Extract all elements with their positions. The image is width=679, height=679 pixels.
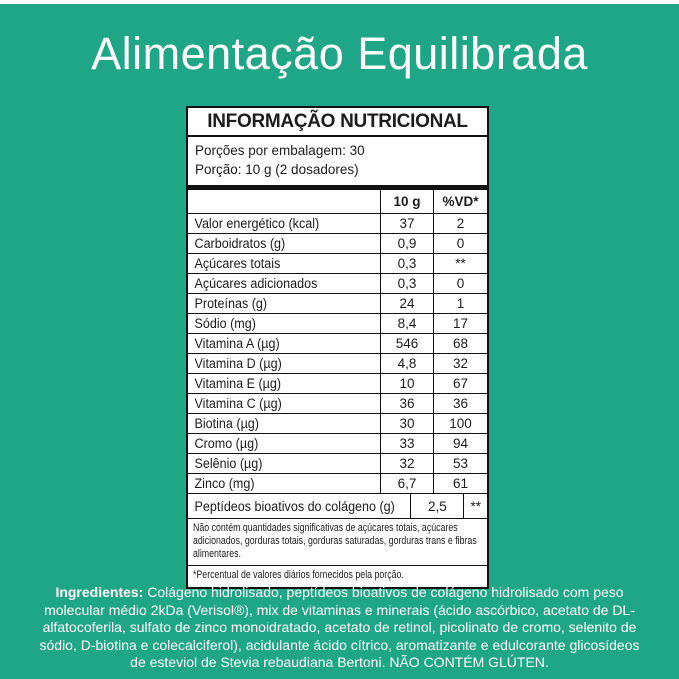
footnote-no-significant: Não contém quantidades significativas de açúcares totais, açúcares adicionados, gorduras totais, gorduras saturadas, gorduras trans e fibras alimentares. — [193, 522, 477, 561]
ingredients-label: Ingredientes: — [55, 584, 144, 600]
nutrition-table-title: INFORMAÇÃO NUTRICIONAL — [188, 108, 487, 137]
nutrient-row — [188, 394, 487, 414]
column-header-spacer — [188, 190, 367, 213]
nutrient-row — [188, 294, 487, 314]
top-white-strip — [0, 0, 679, 4]
nutrient-label: Peptídeos bioativos do colágeno (g) — [194, 498, 395, 514]
nutrient-row — [188, 434, 487, 454]
nutrient-amount: 2,5 — [410, 494, 464, 518]
nutrient-row — [188, 314, 487, 334]
nutrient-daily-value: 17 — [452, 316, 469, 332]
serving-size: Porção: 10 g (2 dosadores) — [195, 162, 359, 178]
nutrient-row — [188, 414, 487, 434]
nutrient-daily-value: 0 — [456, 236, 465, 252]
nutrient-row — [188, 494, 487, 519]
nutrient-rows — [188, 214, 487, 519]
nutrient-amount: 6,7 — [380, 474, 434, 493]
nutrient-row — [188, 234, 487, 254]
nutrient-label: Cromo (µg) — [194, 436, 259, 452]
footnote-daily-values: *Percentual de valores diários fornecidos pela porção. — [193, 569, 404, 582]
nutrient-amount: 10 — [380, 374, 434, 393]
nutrient-daily-value: 53 — [452, 456, 469, 472]
nutrient-amount: 0,9 — [380, 234, 434, 253]
nutrient-daily-value: 67 — [452, 376, 469, 392]
nutrient-label: Proteínas (g) — [194, 296, 268, 312]
nutrient-amount: 33 — [380, 434, 434, 453]
nutrient-amount: 8,4 — [380, 314, 434, 333]
nutrient-row — [188, 354, 487, 374]
nutrient-label: Carboidratos (g) — [194, 236, 286, 252]
nutrient-label: Biotina (µg) — [194, 416, 259, 432]
nutrient-amount: 36 — [380, 394, 434, 413]
nutrient-amount: 546 — [380, 334, 434, 353]
nutrient-label: Valor energético (kcal) — [194, 216, 320, 232]
nutrient-label: Sódio (mg) — [194, 316, 256, 332]
nutrient-daily-value: 1 — [456, 296, 465, 312]
ingredients-text: Colágeno hidrolisado, peptídeos bioativos de colágeno hidrolisado com peso molecular médio 2kDa (Verisol®), mix de vitaminas e minerais (ácido ascórbico, acetato de DL-alfatocoferila, sulfato de zinco monoidratado, acetato de retinol, picolinato de cromo, selenito de sódio, D-biotina e colecalciferol), acidulante ácido cítrico, aromatizante e edulcorante glicosídeos de esteviol de Stevia rebaudiana Bertoni. NÃO CONTÉM GLÚTEN. — [39, 584, 640, 670]
nutrient-row — [188, 334, 487, 354]
nutrient-amount: 37 — [380, 214, 434, 233]
nutrient-label: Açúcares adicionados — [194, 276, 318, 292]
nutrient-amount: 32 — [380, 454, 434, 473]
nutrient-daily-value: 94 — [452, 436, 469, 452]
nutrient-amount: 0,3 — [380, 254, 434, 273]
column-header-amount: 10 g — [380, 190, 434, 213]
nutrient-row — [188, 454, 487, 474]
nutrient-label: Açúcares totais — [194, 256, 281, 272]
ingredients-paragraph — [34, 584, 645, 672]
nutrient-daily-value: ** — [470, 498, 481, 514]
nutrient-amount: 24 — [380, 294, 434, 313]
nutrient-row — [188, 214, 487, 234]
nutrient-label: Zinco (mg) — [194, 476, 255, 492]
nutrient-daily-value: 36 — [452, 396, 469, 412]
nutrient-row — [188, 474, 487, 494]
nutrient-label: Vitamina D (µg) — [194, 356, 282, 372]
page-title: Alimentação Equilibrada — [91, 28, 588, 79]
nutrition-facts-panel — [186, 106, 489, 589]
nutrient-amount: 30 — [380, 414, 434, 433]
column-header-daily-value: %VD* — [442, 194, 479, 210]
servings-info — [188, 137, 487, 190]
nutrient-amount: 0,3 — [380, 274, 434, 293]
nutrient-daily-value: 61 — [452, 476, 469, 492]
nutrient-amount: 4,8 — [380, 354, 434, 373]
nutrient-daily-value: 68 — [452, 336, 469, 352]
nutrient-row — [188, 374, 487, 394]
nutrient-daily-value: 2 — [456, 216, 465, 232]
column-header-row — [188, 190, 487, 214]
servings-per-package: Porções por embalagem: 30 — [195, 143, 365, 158]
nutrient-daily-value: ** — [455, 256, 466, 272]
nutrient-label: Vitamina C (µg) — [194, 396, 282, 412]
nutrient-label: Vitamina E (µg) — [194, 376, 282, 392]
footnote-no-significant-wrap — [188, 519, 487, 566]
nutrient-row — [188, 254, 487, 274]
nutrient-daily-value: 0 — [456, 276, 465, 292]
nutrient-daily-value: 100 — [449, 416, 472, 432]
nutrient-label: Selênio (µg) — [194, 456, 263, 472]
nutrient-label: Vitamina A (µg) — [194, 336, 280, 352]
nutrient-row — [188, 274, 487, 294]
nutrient-daily-value: 32 — [452, 356, 469, 372]
